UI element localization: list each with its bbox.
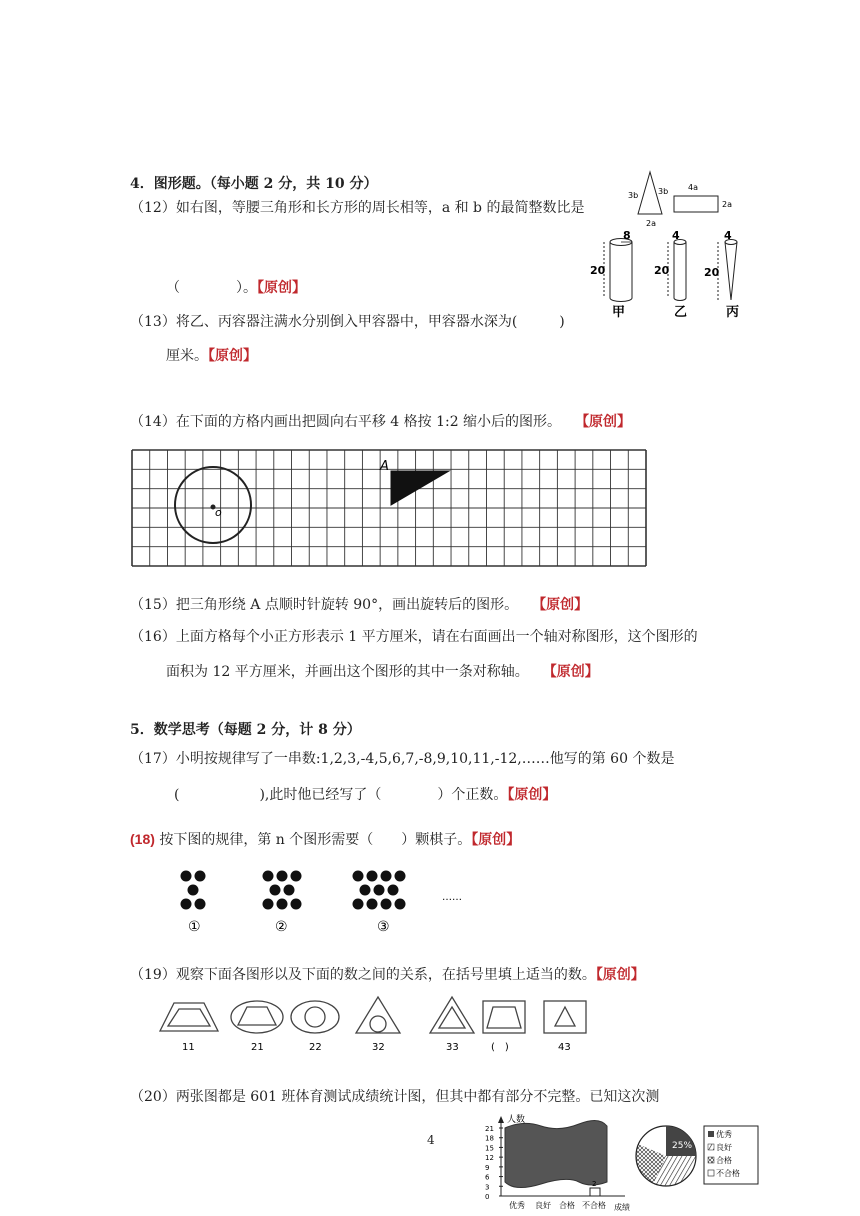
chess-piece: [263, 871, 274, 882]
chess-piece: [360, 885, 371, 896]
q16-line2: 面积为 12 平方厘米，并画出这个图形的其中一条对称轴。 【原创】: [166, 664, 599, 680]
bar-chart-arrow-y: [498, 1116, 504, 1123]
q17-line1: （17）小明按规律写了一串数:1,2,3,-4,5,6,7,-8,9,10,11,-12,……他写的第 60 个数是: [130, 751, 675, 767]
chess-piece: [195, 899, 206, 910]
q18: (18) 按下图的规律，第 n 个图形需要（ ）颗棋子。【原创】: [130, 831, 521, 848]
obscured-bar-area: [505, 1120, 607, 1187]
bar-ytick-label: 12: [485, 1154, 494, 1163]
chess-piece: [291, 871, 302, 882]
bar-ytick-label: 6: [485, 1173, 490, 1182]
bar-ytick-label: 18: [485, 1134, 494, 1143]
bar-small-value: 2: [592, 1180, 597, 1188]
relation-number-2: 21: [251, 1042, 264, 1053]
original-tag: 【原创】: [532, 597, 589, 613]
original-tag: 【原创】: [208, 348, 257, 364]
shape-ellipse-2: [291, 1001, 339, 1033]
shape-circle-in-triangle: [370, 1016, 386, 1032]
q12-answer-blank: （ ）。: [166, 280, 257, 296]
shape-circle-in-ellipse: [305, 1007, 325, 1027]
bar-chart-ylabel: 人数: [507, 1115, 526, 1125]
q17-line2: ( ),此时他已经写了（ ）个正数。【原创】: [174, 787, 557, 803]
bar-chart-figure: [483, 1112, 633, 1216]
bar-unqualified: [590, 1188, 600, 1196]
chess-piece: [381, 899, 392, 910]
relation-number-3: 22: [309, 1042, 322, 1053]
triangle-rectangle-figure: [620, 168, 740, 230]
relation-number-6: ( ): [491, 1042, 509, 1053]
pie-legend-4: 不合格: [716, 1169, 740, 1178]
bar-ytick-label: 3: [485, 1183, 490, 1192]
tri-left-label: 3b: [628, 191, 639, 200]
pie-legend-2: 良好: [716, 1143, 732, 1152]
bar-ytick-label: 0: [485, 1193, 490, 1201]
bar-cat-4: 不合格: [582, 1201, 606, 1210]
circle-center-label: o: [215, 506, 222, 519]
relation-number-7: 43: [558, 1042, 571, 1053]
chess-piece: [270, 885, 281, 896]
containers-figure: [588, 230, 748, 322]
chess-pieces-figure: [180, 866, 480, 936]
shape-trapezoid-in-square: [487, 1007, 521, 1028]
rectangle: [674, 196, 718, 212]
q14: （14）在下面的方格内画出把圆向右平移 4 格按 1:2 缩小后的图形。 【原创】: [130, 414, 632, 430]
point-a-label: A: [380, 459, 389, 474]
bar-cat-1: 优秀: [509, 1201, 525, 1210]
container-yi-top: 4: [672, 229, 680, 242]
pie-percent-label: 25%: [672, 1141, 693, 1151]
relation-number-1: 11: [182, 1042, 195, 1053]
original-tag: 【原创】: [595, 967, 645, 983]
tri-right-label: 3b: [658, 187, 669, 196]
original-tag: 【原创】: [471, 832, 521, 848]
chess-piece: [381, 871, 392, 882]
bar-ytick-label: 21: [485, 1125, 494, 1133]
chess-piece: [181, 871, 192, 882]
container-jia-top: 8: [623, 229, 631, 242]
q13-line2: 厘米。【原创】: [166, 348, 257, 364]
pattern-label-3: ③: [377, 919, 390, 935]
bar-cat-3: 合格: [559, 1201, 575, 1210]
relation-number-5: 33: [446, 1042, 459, 1053]
chess-piece: [277, 899, 288, 910]
bar-xlabel: 成绩: [614, 1203, 630, 1212]
bar-ytick-label: 9: [485, 1163, 490, 1172]
shape-trapezoid: [160, 1003, 218, 1031]
original-tag: 【原创】: [257, 280, 306, 296]
chess-piece: [374, 885, 385, 896]
chess-piece: [263, 899, 274, 910]
chess-piece: [195, 871, 206, 882]
shape-triangle: [356, 997, 400, 1033]
shape-triangle-in-square: [555, 1007, 575, 1026]
chess-piece: [395, 871, 406, 882]
q16-line1: （16）上面方格每个小正方形表示 1 平方厘米，请在右面画出一个轴对称图形，这个图形的: [130, 629, 698, 645]
shape-relation-figure: [160, 995, 600, 1055]
rect-top-label: 4a: [688, 183, 698, 192]
container-bing-height: 20: [704, 266, 720, 279]
square-grid[interactable]: [131, 449, 647, 567]
pie-legend-3: 合格: [716, 1156, 732, 1165]
q13-line1: （13）将乙、丙容器注满水分别倒入甲容器中，甲容器水深为( ): [130, 314, 565, 330]
bar-ytick-label: 15: [485, 1144, 494, 1153]
q19: （19）观察下面各图形以及下面的数之间的关系，在括号里填上适当的数。【原创】: [130, 967, 645, 983]
q18-number: (18): [130, 831, 155, 847]
chess-piece: [353, 871, 364, 882]
rect-side-label: 2a: [722, 200, 732, 209]
container-bing-top: 4: [724, 229, 732, 242]
container-yi-name: 乙: [674, 305, 688, 320]
bar-chart-yticks: [485, 1125, 503, 1201]
pie-legend-1: 优秀: [716, 1130, 732, 1139]
original-tag: 【原创】: [542, 664, 599, 680]
chess-piece: [388, 885, 399, 896]
tri-base-label: 2a: [646, 219, 656, 228]
section4-heading: 4．图形题。（每小题 2 分，共 10 分）: [130, 176, 378, 192]
original-tag: 【原创】: [575, 414, 632, 430]
chess-piece: [284, 885, 295, 896]
original-tag: 【原创】: [507, 787, 557, 803]
pattern-label-1: ①: [188, 919, 201, 935]
relation-number-4: 32: [372, 1042, 385, 1053]
shape-triangle-inner: [439, 1007, 465, 1028]
q12-line2: [166, 277, 306, 297]
section5-heading: 5．数学思考（每题 2 分，计 8 分）: [130, 722, 361, 738]
container-bing: [704, 229, 739, 320]
chess-piece: [367, 871, 378, 882]
container-jia-name: 甲: [612, 305, 626, 320]
pie-chart-figure: [632, 1114, 762, 1214]
shape-ellipse: [231, 1001, 283, 1033]
q20: （20）两张图都是 601 班体育测试成绩统计图，但其中都有部分不完整。已知这次测: [130, 1089, 660, 1105]
container-jia-height: 20: [590, 264, 606, 277]
chess-piece: [353, 899, 364, 910]
bar-cat-2: 良好: [535, 1201, 551, 1210]
pattern-label-2: ②: [275, 919, 288, 935]
chess-piece: [395, 899, 406, 910]
chess-pieces: [181, 871, 406, 910]
q15: （15）把三角形绕 A 点顺时针旋转 90°，画出旋转后的图形。 【原创】: [130, 597, 589, 613]
container-yi: [654, 229, 687, 320]
chess-piece: [367, 899, 378, 910]
shape-trapezoid-inner: [168, 1009, 210, 1026]
page-number: 4: [427, 1133, 435, 1147]
chess-piece: [291, 899, 302, 910]
grid-triangle: [391, 471, 449, 505]
pattern-ellipsis: ……: [442, 892, 462, 903]
container-jia: [590, 229, 632, 320]
container-yi-height: 20: [654, 264, 670, 277]
chess-piece: [277, 871, 288, 882]
q12-line1: （12）如右图，等腰三角形和长方形的周长相等，a 和 b 的最简整数比是: [130, 200, 585, 216]
chess-piece: [188, 885, 199, 896]
chess-piece: [181, 899, 192, 910]
container-bing-name: 丙: [726, 305, 740, 320]
shape-trapezoid-in-ellipse: [238, 1007, 276, 1025]
